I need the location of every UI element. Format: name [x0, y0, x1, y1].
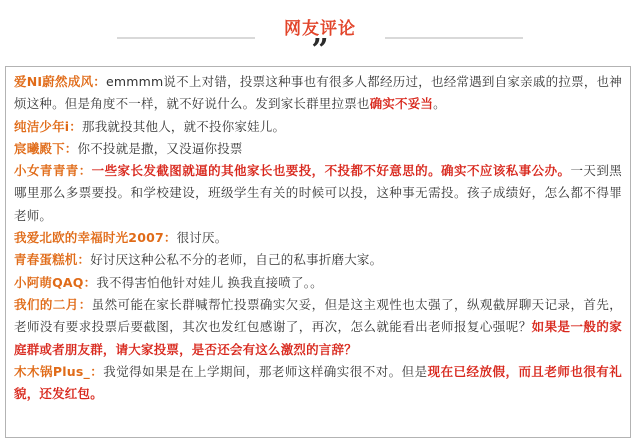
comment-text: emmmm说不上对错，投票这种事也有很多人都经历过，也经常遇到自家亲戚的拉票，也神烦这种。但是角度不一样，就不好说什么。发到家长群里拉票也: [14, 74, 622, 112]
comment-highlight-text: 确实不妥当: [369, 96, 434, 112]
comment-username: 青春蛋糕机：: [14, 252, 91, 268]
comment-item: [14, 249, 622, 271]
comment-item: [14, 227, 622, 249]
comment-item: [14, 116, 622, 138]
comment-item: [14, 361, 622, 406]
comment-username: 爱NI蔚然成风：: [14, 74, 106, 89]
comment-text: 那我就投其他人，就不投你家娃儿。: [82, 118, 286, 134]
comment-item: [14, 138, 622, 160]
comment-username: 木木锅Plus_：: [14, 363, 104, 379]
comment-item: [14, 272, 622, 294]
comment-username: 纯洁少年i：: [14, 118, 82, 134]
comment-list: [14, 71, 622, 405]
comment-text: 好讨厌这种公私不分的老师，自己的私事折磨大家。: [90, 252, 383, 268]
comment-item: [14, 294, 622, 361]
quote-icon: ”: [311, 33, 329, 68]
comments-box: [5, 66, 631, 438]
comment-item: [14, 71, 622, 116]
comment-username: 小女青青青：: [14, 163, 92, 179]
comment-text: 虽然可能在家长群喊帮忙投票确实欠妥，但是这主观性也太强了，纵观截屏聊天记录，首先，老师没有要求投票后要截图，其次也发红包感谢了，再次，怎么就能看出老师报复心强呢？: [14, 296, 623, 335]
comment-text: 很讨厌。: [176, 230, 228, 246]
comment-username: 宸曦殿下：: [14, 140, 78, 156]
comment-text: 我觉得如果是在上学期间，那老师这样确实很不对。但是: [103, 363, 428, 379]
comment-username: 小阿萌QAQ：: [14, 274, 97, 290]
comment-username: 我爱北欧的幸福时光2007：: [14, 230, 177, 246]
comment-highlight-text: 如果是一般的家庭群或者朋友群，请大家投票，是否还会有这么激烈的言辞？: [14, 319, 622, 357]
comment-highlight-text: 一些家长发截图就逼的其他家长也要投，不投都不好意思的。确实不应该私事公办。: [91, 163, 571, 179]
comment-text: 一天到黑哪里那么多票要投。和学校建设，班级学生有关的时候可以投，这种事无需投。孩子成绩好，怎么都不得罪老师。: [14, 163, 622, 223]
comment-item: [14, 160, 622, 227]
comment-highlight-text: 现在已经放假，而且老师也很有礼貌，还发红包。: [14, 363, 622, 402]
comment-text: 我不得害怕他针对娃儿 换我直接喷了。。: [96, 274, 323, 290]
comment-text: 。: [433, 96, 446, 112]
comment-username: 我们的二月：: [14, 296, 92, 312]
section-header: [0, 0, 640, 66]
comment-text: 你不投就是撒，又没逼你投票: [77, 140, 243, 156]
section-title: 网友评论: [284, 19, 356, 39]
